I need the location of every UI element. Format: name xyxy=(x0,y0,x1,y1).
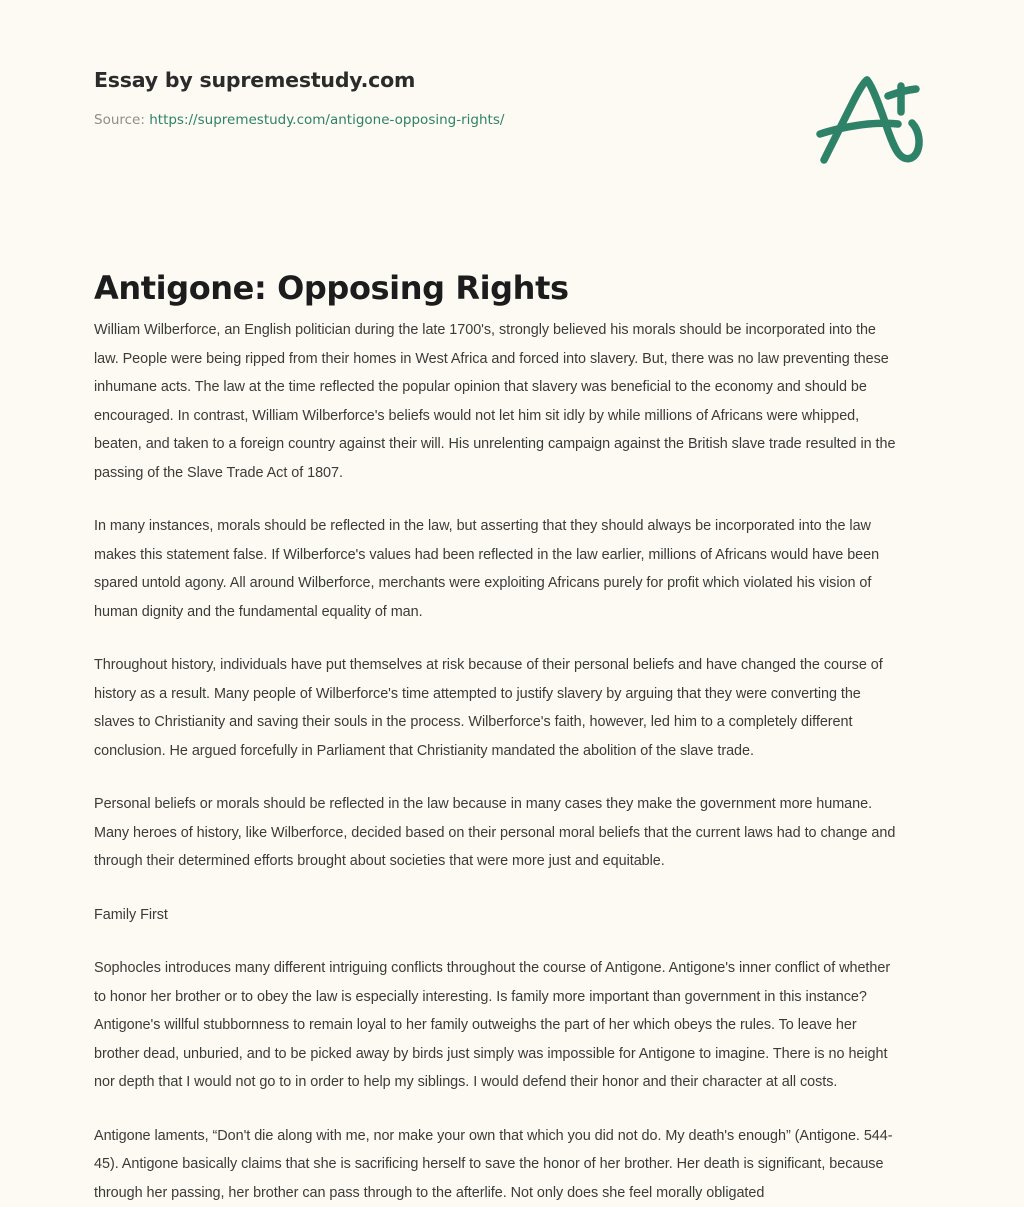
brand-block xyxy=(94,68,714,129)
paragraph: Personal beliefs or morals should be reflected in the law because in many cases they make the government more humane. Many heroes of history, like Wilberforce, decided based on their personal moral beliefs that the current laws had to change and through their determined efforts brought about societies that were more just and equitable. xyxy=(94,790,896,876)
essay-body xyxy=(94,316,934,1207)
brand-title: Essay by supremestudy.com xyxy=(94,68,714,93)
source-line xyxy=(94,112,714,130)
source-url-link[interactable]: https://supremestudy.com/antigone-opposing-rights/ xyxy=(149,112,504,128)
paragraph: William Wilberforce, an English politician during the late 1700's, strongly believed his morals should be incorporated into the law. People were being ripped from their homes in West Africa and forced into slavery. But, there was no law preventing these inhumane acts. The law at the time reflected the popular opinion that slavery was beneficial to the economy and should be encouraged. In contrast, William Wilberforce's beliefs would not let him sit idly by while millions of Africans were whipped, beaten, and taken to a foreign country against their will. His unrelenting campaign against the British slave trade resulted in the passing of the Slave Trade Act of 1807. xyxy=(94,316,896,487)
paragraph: In many instances, morals should be reflected in the law, but asserting that they should always be incorporated into the law makes this statement false. If Wilberforce's values had been reflected in the law earlier, millions of Africans would have been spared untold agony. All around Wilberforce, merchants were exploiting Africans purely for profit which violated his vision of human dignity and the fundamental equality of man. xyxy=(94,512,896,626)
paragraph: Sophocles introduces many different intriguing conflicts throughout the course of Antigone. Antigone's inner conflict of whether to honor her brother or to obey the law is especially interesting. Is family more important than government in this instance? Antigone's willful stubbornness to remain loyal to her family outweighs the part of her which obeys the rules. To leave her brother dead, unburied, and to be picked away by birds just simply was impossible for Antigone to imagine. There is no height nor depth that I would not go to in order to help my siblings. I would defend their honor and their character at all costs. xyxy=(94,954,896,1097)
section-subheading: Family First xyxy=(94,901,896,930)
paragraph: Antigone laments, “Don't die along with me, nor make your own that which you did not do. My death's enough” (Antigone. 544-45). Antigone basically claims that she is sacrificing herself to save the honor of her brother. Her death is significant, because through her passing, her brother can pass through to the afterlife. Not only does she feel morally obligated xyxy=(94,1122,896,1207)
page-header xyxy=(0,0,1024,200)
paragraph: Throughout history, individuals have put themselves at risk because of their personal beliefs and have changed the course of history as a result. Many people of Wilberforce's time attempted to justify slavery by arguing that they were converting the slaves to Christianity and saving their souls in the process. Wilberforce's faith, however, led him to a completely different conclusion. He argued forcefully in Parliament that Christianity mandated the abolition of the slave trade. xyxy=(94,651,896,765)
source-label: Source: xyxy=(94,112,145,128)
page-title: Antigone: Opposing Rights xyxy=(94,270,569,307)
a-plus-logo-icon xyxy=(806,62,934,174)
